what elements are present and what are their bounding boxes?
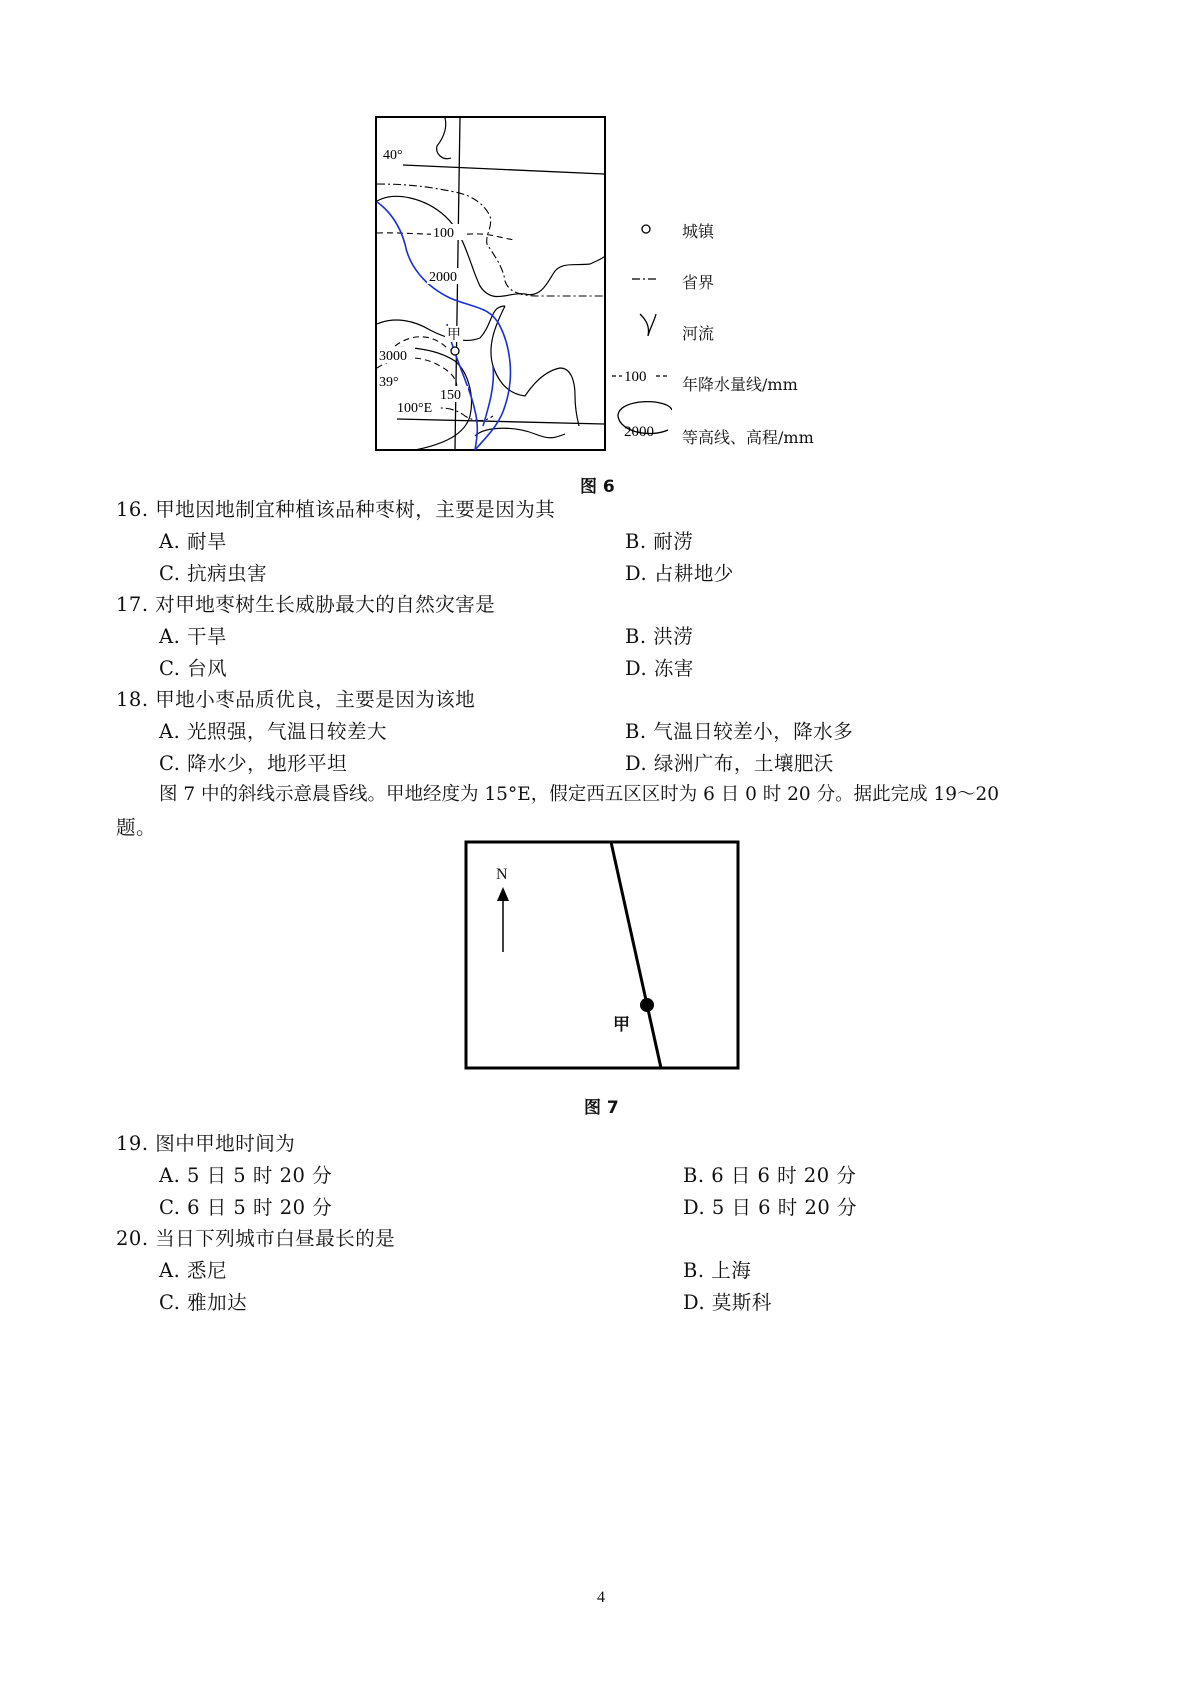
question-20-stem: 20. 当日下列城市白昼最长的是 xyxy=(116,1227,396,1250)
intro-line-1: 图 7 中的斜线示意晨昏线。甲地经度为 15°E，假定西五区区时为 6 日 0 时 20 分。据此完成 19～20 xyxy=(159,784,1000,805)
fig7-jia-label: 甲 xyxy=(613,1015,630,1035)
legend-precip-sample: 100 xyxy=(624,369,647,385)
precip-150-label: 150 xyxy=(440,388,461,403)
lon-100e-label: 100°E xyxy=(397,401,433,416)
q17-option-b[interactable]: B. 洪涝 xyxy=(625,625,694,648)
legend-boundary-label: 省界 xyxy=(682,273,715,292)
question-18-stem: 18. 甲地小枣品质优良，主要是因为该地 xyxy=(116,688,476,711)
legend-town-label: 城镇 xyxy=(682,222,715,241)
contour-3000-label: 3000 xyxy=(379,349,407,364)
north-arrow-icon xyxy=(497,887,509,901)
lat-39-label: 39° xyxy=(379,375,399,390)
legend-contour-sample: 2000 xyxy=(624,424,654,440)
q16-option-b[interactable]: B. 耐涝 xyxy=(625,530,694,553)
q17-option-d[interactable]: D. 冻害 xyxy=(625,657,694,680)
question-16-stem: 16. 甲地因地制宜种植该品种枣树，主要是因为其 xyxy=(116,498,556,521)
question-17-stem: 17. 对甲地枣树生长威胁最大的自然灾害是 xyxy=(116,593,496,616)
q19-option-c[interactable]: C. 6 日 5 时 20 分 xyxy=(159,1196,333,1219)
north-label: N xyxy=(496,866,508,883)
page-number: 4 xyxy=(597,1589,605,1606)
q17-option-c[interactable]: C. 台风 xyxy=(159,657,228,680)
q18-option-c[interactable]: C. 降水少，地形平坦 xyxy=(159,752,348,775)
question-19-stem: 19. 图中甲地时间为 xyxy=(116,1132,296,1155)
legend-river-icon xyxy=(640,314,656,336)
figure-6-map xyxy=(375,116,606,451)
contour-2000-label: 2000 xyxy=(429,270,457,285)
q19-option-a[interactable]: A. 5 日 5 时 20 分 xyxy=(159,1164,333,1187)
town-jia-marker xyxy=(451,347,459,355)
figure-6-caption: 图 6 xyxy=(580,477,615,497)
q19-option-d[interactable]: D. 5 日 6 时 20 分 xyxy=(683,1196,857,1219)
intro-line-2: 题。 xyxy=(116,816,157,839)
q20-option-d[interactable]: D. 莫斯科 xyxy=(683,1291,772,1314)
q20-option-c[interactable]: C. 雅加达 xyxy=(159,1291,248,1314)
q19-option-b[interactable]: B. 6 日 6 时 20 分 xyxy=(683,1164,857,1187)
precip-100-label: 100 xyxy=(433,226,454,241)
jia-map-label: 甲 xyxy=(447,328,461,343)
q18-option-d[interactable]: D. 绿洲广布，土壤肥沃 xyxy=(625,752,834,775)
legend-symbols xyxy=(610,210,672,450)
legend-contour-label: 等高线、高程/mm xyxy=(682,428,814,447)
q17-option-a[interactable]: A. 干旱 xyxy=(159,625,227,648)
legend-river-label: 河流 xyxy=(682,324,715,343)
figure-7-caption: 图 7 xyxy=(584,1098,619,1118)
q16-option-c[interactable]: C. 抗病虫害 xyxy=(159,562,268,585)
lat-40-label: 40° xyxy=(383,148,403,163)
legend-precip-label: 年降水量线/mm xyxy=(682,375,798,394)
jia-point-marker xyxy=(640,998,654,1012)
q18-option-b[interactable]: B. 气温日较差小，降水多 xyxy=(625,720,854,743)
q16-option-d[interactable]: D. 占耕地少 xyxy=(625,562,734,585)
q20-option-a[interactable]: A. 悉尼 xyxy=(159,1259,227,1282)
legend-town-icon xyxy=(642,225,650,233)
q16-option-a[interactable]: A. 耐旱 xyxy=(159,530,227,553)
q20-option-b[interactable]: B. 上海 xyxy=(683,1259,752,1282)
q18-option-a[interactable]: A. 光照强，气温日较差大 xyxy=(159,720,387,743)
